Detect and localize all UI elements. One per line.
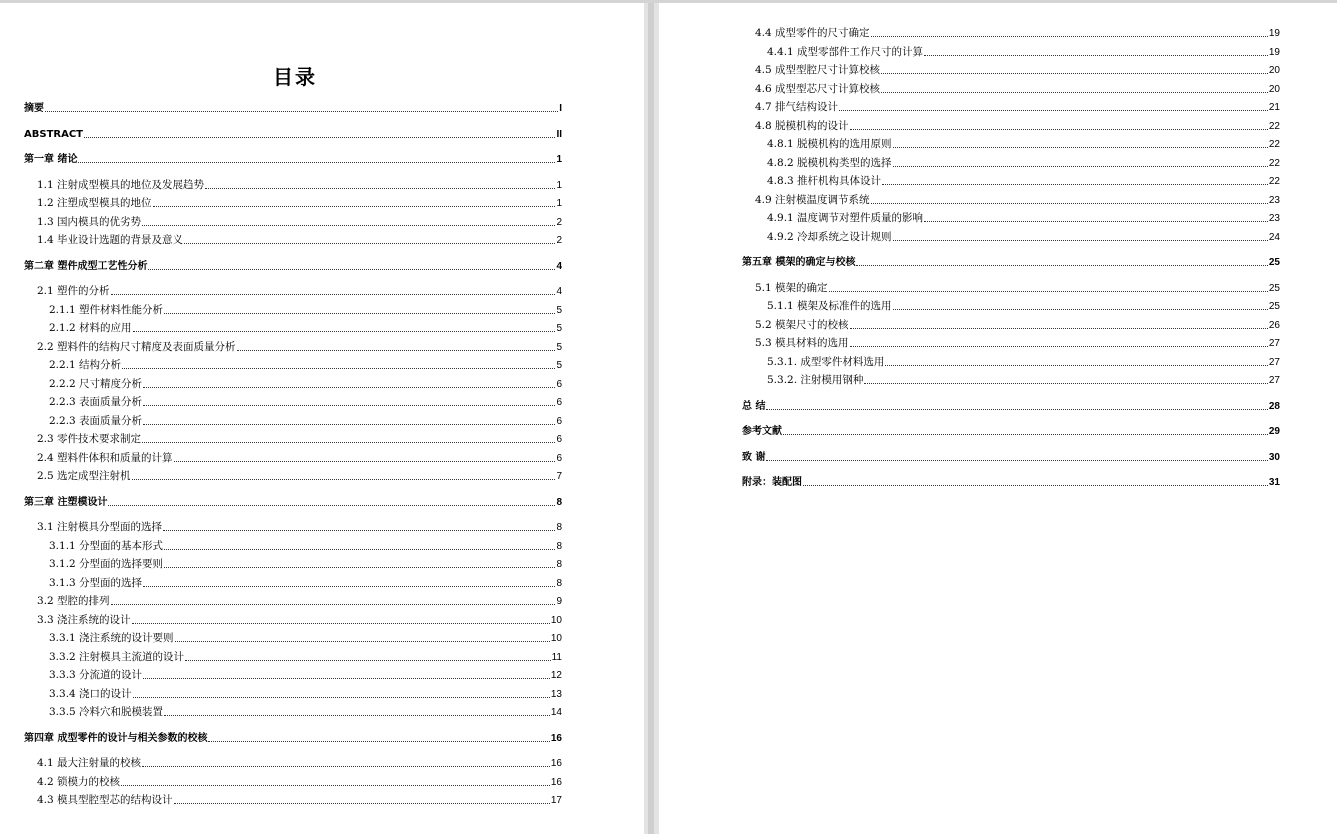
toc-entry-title: 4.4.1 成型零部件工作尺寸的计算 [767, 45, 924, 58]
toc-leader-dots [850, 327, 1268, 329]
toc-entry[interactable] [49, 304, 562, 317]
toc-entry-title: 3.1 注射模具分型面的选择 [37, 521, 163, 533]
toc-entry-title: 3.3.4 浇口的设计 [49, 687, 132, 700]
toc-leader-dots [78, 161, 555, 163]
toc-leader-dots [893, 239, 1268, 241]
toc-entry[interactable] [767, 46, 1280, 59]
toc-entry-page: 19 [1268, 46, 1280, 58]
toc-entry-title: 致 谢 [742, 451, 766, 463]
toc-leader-dots [829, 290, 1268, 292]
toc-entry[interactable] [37, 234, 562, 247]
toc-entry-page: 8 [556, 496, 562, 508]
toc-chapter-entry[interactable] [742, 425, 1280, 438]
toc-leader-dots [111, 603, 556, 605]
toc-entry-title: 3.3.3 分流道的设计 [49, 669, 143, 681]
toc-leader-dots [164, 566, 555, 568]
toc-entry-title: 1.2 注塑成型模具的地位 [37, 197, 152, 209]
toc-entry-page: 4 [556, 286, 562, 297]
toc-entry-page: 22 [1268, 139, 1280, 150]
toc-title: 目录 [273, 65, 317, 89]
toc-entry-title: 3.1.1 分型面的基本形式 [49, 539, 164, 552]
toc-entry-page: 16 [550, 732, 562, 744]
toc-entry[interactable] [37, 614, 562, 627]
toc-entry-title: 1.4 毕业设计选题的背景及意义 [37, 234, 184, 246]
page-gap-shadow [648, 3, 654, 834]
toc-entry-title: 1.1 注射成型模具的地位及发展趋势 [37, 178, 205, 191]
toc-entry-title: 5.1.1 模架及标准件的选用 [767, 300, 892, 312]
toc-entry-page: 22 [1268, 120, 1280, 132]
toc-entry[interactable] [755, 83, 1280, 96]
toc-entry-page: 24 [1268, 231, 1280, 243]
toc-entry-title: 4.1 最大注射量的校核 [37, 757, 142, 769]
toc-entry[interactable] [49, 669, 562, 682]
toc-entry-title: 4.8.3 推杆机构具体设计 [767, 175, 882, 187]
toc-leader-dots [864, 382, 1267, 384]
toc-entry-title: 3.1.3 分型面的选择 [49, 576, 143, 589]
toc-entry-page: 22 [1268, 157, 1280, 169]
toc-entry[interactable] [37, 179, 562, 192]
toc-entry-page: 5 [556, 304, 562, 316]
toc-entry-page: 7 [556, 471, 562, 482]
toc-entry-title: 4.3 模具型腔型芯的结构设计 [37, 794, 173, 806]
toc-entry-page: 27 [1268, 356, 1280, 368]
toc-entry-page: 27 [1268, 375, 1280, 386]
toc-entries-left [0, 3, 644, 834]
toc-entry[interactable] [767, 212, 1280, 225]
toc-leader-dots [143, 386, 555, 388]
toc-entry-page: 1 [556, 154, 562, 165]
toc-leader-dots [164, 548, 555, 550]
toc-entry[interactable] [755, 194, 1280, 207]
toc-entry[interactable] [767, 374, 1280, 387]
toc-entry-title: 摘要 [24, 103, 44, 114]
toc-entries-right [659, 3, 1337, 834]
toc-entry-title: 3.3.2 注射模具主流道的设计 [49, 650, 185, 663]
toc-chapter-entry[interactable] [742, 400, 1280, 413]
toc-leader-dots [803, 484, 1268, 486]
toc-leader-dots [184, 242, 555, 244]
toc-entry[interactable] [767, 356, 1280, 369]
toc-entry-title: 5.3 模具材料的选用 [755, 337, 849, 349]
toc-entry[interactable] [755, 282, 1280, 295]
toc-entry[interactable] [767, 300, 1280, 313]
toc-chapter-entry[interactable] [24, 496, 562, 509]
toc-entry-title: 4.8.2 脱模机构类型的选择 [767, 156, 892, 169]
toc-leader-dots [893, 146, 1268, 148]
toc-entry-page: 20 [1268, 65, 1280, 76]
toc-leader-dots [164, 312, 555, 314]
toc-entry-title: 3.3.5 冷料穴和脱模装置 [49, 706, 164, 718]
toc-entry-page: 25 [1268, 301, 1280, 312]
toc-entry-title: 2.1.2 材料的应用 [49, 322, 132, 334]
toc-entry-page: 13 [550, 688, 562, 700]
toc-entry-title: 4.9.1 温度调节对塑件质量的影响 [767, 212, 924, 224]
toc-entry-title: ABSTRACT [24, 128, 83, 140]
toc-entry-page: 29 [1268, 426, 1280, 437]
toc-leader-dots [45, 110, 558, 112]
toc-leader-dots [121, 784, 550, 786]
toc-entry-title: 4.7 排气结构设计 [755, 101, 839, 113]
toc-leader-dots [148, 268, 555, 270]
toc-entry[interactable] [37, 197, 562, 210]
toc-entry[interactable] [767, 138, 1280, 151]
toc-entry-page: 17 [550, 795, 562, 806]
toc-leader-dots [163, 529, 555, 531]
toc-entry-title: 2.2.1 结构分析 [49, 359, 122, 371]
toc-leader-dots [850, 128, 1268, 130]
toc-entry-page: 14 [550, 707, 562, 718]
toc-entry-title: 2.2.3 表面质量分析 [49, 396, 143, 408]
toc-chapter-entry[interactable] [742, 256, 1280, 269]
toc-entry-page: 23 [1268, 194, 1280, 206]
toc-leader-dots [132, 622, 550, 624]
toc-entry-title: 5.3.2. 注射模用钢种 [767, 374, 864, 386]
toc-chapter-entry[interactable] [24, 128, 562, 141]
toc-leader-dots [766, 408, 1267, 410]
toc-entry[interactable] [49, 688, 562, 701]
toc-leader-dots [142, 224, 555, 226]
toc-leader-dots [881, 91, 1268, 93]
toc-entry-title: 2.2.2 尺寸精度分析 [49, 377, 143, 390]
toc-entry-page: 6 [556, 434, 562, 445]
toc-entry-page: II [556, 128, 562, 140]
toc-entry-title: 4.8.1 脱模机构的选用原则 [767, 138, 892, 150]
toc-leader-dots [174, 460, 556, 462]
toc-entry-title: 2.3 零件技术要求制定 [37, 433, 142, 445]
toc-entry-title: 2.2.3 表面质量分析 [49, 414, 143, 427]
toc-entry-title: 4.9 注射模温度调节系统 [755, 193, 870, 206]
toc-chapter-entry[interactable] [24, 153, 562, 166]
toc-entry-title: 5.3.1. 成型零件材料选用 [767, 355, 885, 368]
toc-entry[interactable] [49, 558, 562, 571]
toc-entry-page: 10 [550, 614, 562, 626]
toc-entry-title: 第四章 成型零件的设计与相关参数的校核 [24, 732, 208, 744]
document-page-right [659, 3, 1337, 834]
toc-entry-page: 26 [1268, 319, 1280, 331]
toc-entry[interactable] [37, 776, 562, 789]
toc-entry[interactable] [37, 433, 562, 446]
toc-entry-page: 1 [556, 179, 562, 191]
toc-chapter-entry[interactable] [742, 476, 1280, 489]
toc-entry-title: 总 结 [742, 400, 766, 412]
toc-leader-dots [893, 165, 1268, 167]
toc-entry[interactable] [49, 322, 562, 335]
toc-entry[interactable] [755, 64, 1280, 77]
toc-leader-dots [153, 205, 556, 207]
toc-entry[interactable] [755, 319, 1280, 332]
toc-entry[interactable] [37, 452, 562, 465]
toc-chapter-entry[interactable] [24, 732, 562, 745]
toc-entry-page: 16 [550, 776, 562, 788]
toc-entry[interactable] [49, 415, 562, 428]
toc-entry[interactable] [49, 540, 562, 553]
toc-leader-dots [174, 802, 550, 804]
toc-entry[interactable] [755, 337, 1280, 350]
toc-entry-page: 10 [550, 633, 562, 644]
toc-entry[interactable] [37, 521, 562, 534]
toc-entry-page: 19 [1268, 28, 1280, 39]
toc-entry-page: 25 [1268, 257, 1280, 268]
toc-leader-dots [142, 765, 550, 767]
toc-entry[interactable] [37, 285, 562, 298]
toc-entry[interactable] [49, 359, 562, 372]
toc-leader-dots [783, 433, 1268, 435]
toc-chapter-entry[interactable] [742, 451, 1280, 464]
toc-leader-dots [882, 183, 1268, 185]
toc-entry-title: 5.1 模架的确定 [755, 281, 828, 294]
toc-leader-dots [205, 187, 555, 189]
toc-entry[interactable] [49, 706, 562, 719]
toc-leader-dots [185, 659, 551, 661]
toc-entry[interactable] [49, 396, 562, 409]
toc-entry[interactable] [767, 157, 1280, 170]
toc-entry-page: 5 [556, 341, 562, 353]
toc-entry-title: 2.1.1 塑件材料性能分析 [49, 303, 164, 316]
toc-entry-page: 4 [556, 260, 562, 272]
toc-leader-dots [142, 441, 555, 443]
toc-entry[interactable] [49, 378, 562, 391]
toc-entry-page: 5 [556, 360, 562, 371]
toc-entry-title: 2.2 塑料件的结构尺寸精度及表面质量分析 [37, 340, 236, 353]
toc-leader-dots [133, 330, 556, 332]
toc-entry-page: 22 [1268, 176, 1280, 187]
toc-entry-page: 6 [556, 397, 562, 408]
toc-entry-title: 第三章 注塑模设计 [24, 496, 108, 508]
toc-entry-page: 20 [1268, 83, 1280, 95]
toc-leader-dots [871, 202, 1268, 204]
toc-leader-dots [111, 293, 556, 295]
toc-leader-dots [881, 72, 1268, 74]
toc-leader-dots [871, 35, 1268, 37]
toc-leader-dots [766, 459, 1267, 461]
toc-entry-page: 21 [1268, 102, 1280, 113]
toc-entry-title: 4.5 成型型腔尺寸计算校核 [755, 64, 881, 76]
toc-entry-page: 11 [551, 651, 562, 663]
toc-leader-dots [143, 423, 555, 425]
toc-entry[interactable] [755, 101, 1280, 114]
toc-entry[interactable] [37, 757, 562, 770]
toc-entry[interactable] [49, 632, 562, 645]
toc-entry-title: 4.6 成型型芯尺寸计算校核 [755, 82, 881, 95]
toc-entry-title: 5.2 模架尺寸的校核 [755, 318, 849, 331]
toc-entry-page: 31 [1268, 477, 1280, 488]
toc-entry[interactable] [49, 651, 562, 664]
toc-entry-page: 8 [556, 559, 562, 570]
toc-entry[interactable] [37, 794, 562, 807]
toc-entry-title: 4.9.2 冷却系统之设计规则 [767, 230, 892, 243]
toc-entry-title: 3.1.2 分型面的选择要则 [49, 558, 164, 570]
toc-entry-page: 23 [1268, 213, 1280, 224]
toc-leader-dots [164, 714, 550, 716]
toc-entry-title: 3.3.1 浇注系统的设计要则 [49, 632, 174, 644]
toc-entry-title: 2.4 塑料件体积和质量的计算 [37, 451, 173, 464]
toc-entry[interactable] [767, 231, 1280, 244]
toc-entry[interactable] [37, 216, 562, 229]
toc-leader-dots [237, 349, 556, 351]
toc-entry-page: 8 [556, 522, 562, 533]
toc-entry-page: 27 [1268, 338, 1280, 349]
toc-entry-page: 2 [556, 216, 562, 228]
toc-entry-page: 6 [556, 452, 562, 464]
toc-entry-page: I [559, 103, 562, 114]
toc-entry[interactable] [767, 175, 1280, 188]
toc-entry-page: 2 [556, 235, 562, 246]
toc-chapter-entry[interactable] [24, 102, 562, 115]
toc-leader-dots [208, 740, 549, 742]
toc-entry[interactable] [37, 595, 562, 608]
toc-leader-dots [122, 367, 555, 369]
toc-entry[interactable] [37, 470, 562, 483]
toc-entry-page: 1 [556, 198, 562, 209]
document-page-left [0, 3, 644, 834]
toc-entry-title: 3.2 型腔的排列 [37, 595, 110, 607]
toc-leader-dots [850, 345, 1268, 347]
toc-leader-dots [924, 54, 1268, 56]
toc-leader-dots [856, 264, 1267, 266]
toc-leader-dots [84, 136, 555, 138]
toc-entry-title: 参考文献 [742, 426, 782, 437]
toc-entry-page: 5 [556, 323, 562, 334]
toc-entry-page: 25 [1268, 282, 1280, 294]
toc-leader-dots [133, 696, 550, 698]
toc-entry-title: 4.4 成型零件的尺寸确定 [755, 27, 870, 39]
toc-entry-title: 4.2 锁模力的校核 [37, 775, 121, 788]
toc-entry-page: 6 [556, 378, 562, 390]
toc-leader-dots [885, 364, 1267, 366]
toc-entry-title: 3.3 浇注系统的设计 [37, 613, 131, 626]
toc-leader-dots [175, 640, 550, 642]
toc-entry[interactable] [755, 27, 1280, 40]
toc-entry[interactable] [49, 577, 562, 590]
toc-chapter-entry[interactable] [24, 260, 562, 273]
toc-leader-dots [143, 585, 555, 587]
toc-entry-page: 12 [550, 670, 562, 681]
toc-entry-page: 30 [1268, 451, 1280, 463]
toc-entry-title: 第一章 绪论 [24, 154, 78, 165]
toc-entry-title: 附录：装配图 [742, 477, 802, 488]
toc-leader-dots [108, 504, 555, 506]
toc-entry-title: 2.5 选定成型注射机 [37, 470, 131, 482]
toc-entry-title: 2.1 塑件的分析 [37, 285, 110, 297]
toc-entry-page: 8 [556, 540, 562, 552]
toc-entry-page: 9 [556, 596, 562, 607]
toc-entry[interactable] [755, 120, 1280, 133]
toc-entry-title: 1.3 国内模具的优劣势 [37, 215, 142, 228]
toc-entry-title: 4.8 脱模机构的设计 [755, 119, 849, 132]
toc-entry-page: 16 [550, 758, 562, 769]
toc-leader-dots [143, 677, 550, 679]
toc-leader-dots [143, 404, 555, 406]
toc-entry-page: 6 [556, 415, 562, 427]
toc-entry-page: 28 [1268, 400, 1280, 412]
toc-leader-dots [924, 220, 1268, 222]
toc-entry[interactable] [37, 341, 562, 354]
toc-entry-title: 第二章 塑件成型工艺性分析 [24, 260, 148, 272]
toc-leader-dots [132, 478, 556, 480]
toc-entry-page: 8 [556, 577, 562, 589]
toc-leader-dots [839, 109, 1268, 111]
toc-leader-dots [893, 308, 1268, 310]
toc-entry-title: 第五章 模架的确定与校核 [742, 257, 856, 268]
